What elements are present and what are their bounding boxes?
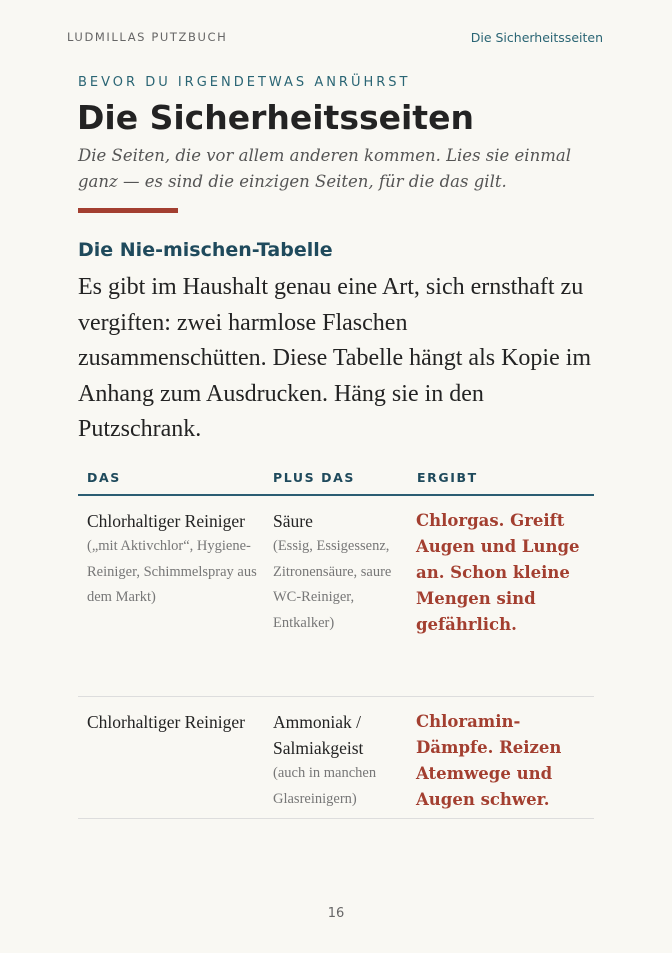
substance-a-note: („mit Aktivchlor“, Hygiene-Reiniger, Schimmelspray aus dem Markt): [87, 538, 257, 605]
accent-rule: [78, 208, 178, 213]
cell-substance-a: [87, 709, 259, 735]
cell-result: [416, 508, 591, 638]
chapter-kicker: BEVOR DU IRGENDETWAS ANRÜHRST: [78, 75, 411, 90]
substance-b-name: Säure: [273, 511, 313, 531]
running-head-chapter-title: Die Sicherheitsseiten: [470, 30, 603, 45]
substance-a-name: Chlorhaltiger Reiniger: [87, 511, 245, 531]
page-subtitle: Die Seiten, die vor allem anderen kommen. Lies sie einmal ganz — es sind die einzigen Seiten, für die das gilt.: [78, 146, 571, 191]
column-header-ergibt: ERGIBT: [417, 470, 478, 485]
table-row: [78, 496, 594, 697]
result-warning: Chlorgas. Greift Augen und Lunge an. Schon kleine Mengen sind gefährlich.: [416, 511, 580, 634]
substance-a-name: Chlorhaltiger Reiniger: [87, 712, 245, 732]
section-intro: Es gibt im Haushalt genau eine Art, sich ernsthaft zu vergiften: zwei harmlose Flaschen zusammenschütten. Diese Tabelle hängt als Kopie im Anhang zum Ausdrucken. Häng sie in den Putzschrank.: [78, 274, 592, 442]
running-head-book-title: LUDMILLAS PUTZBUCH: [67, 30, 228, 44]
never-mix-table: [78, 462, 594, 819]
cell-result: [416, 709, 591, 813]
substance-b-name: Ammoniak / Salmiakgeist: [273, 712, 364, 758]
section-heading: Die Nie-mischen-Tabelle: [78, 239, 333, 261]
cell-substance-b: [273, 709, 405, 812]
page-title: Die Sicherheitsseiten: [77, 98, 474, 137]
cell-substance-b: [273, 508, 405, 636]
cell-substance-a: [87, 508, 259, 611]
page-number: 16: [327, 906, 345, 921]
column-header-das: DAS: [87, 470, 121, 485]
table-row: [78, 697, 594, 819]
substance-b-note: (Essig, Essigessenz, Zitronensäure, saure WC-Reiniger, Entkalker): [273, 538, 392, 631]
substance-b-note: (auch in manchen Glasreinigern): [273, 765, 377, 807]
column-header-plus-das: PLUS DAS: [273, 470, 356, 485]
table-header: [78, 462, 594, 496]
result-warning: Chloramin-Dämpfe. Reizen Atemwege und Augen schwer.: [416, 712, 562, 809]
